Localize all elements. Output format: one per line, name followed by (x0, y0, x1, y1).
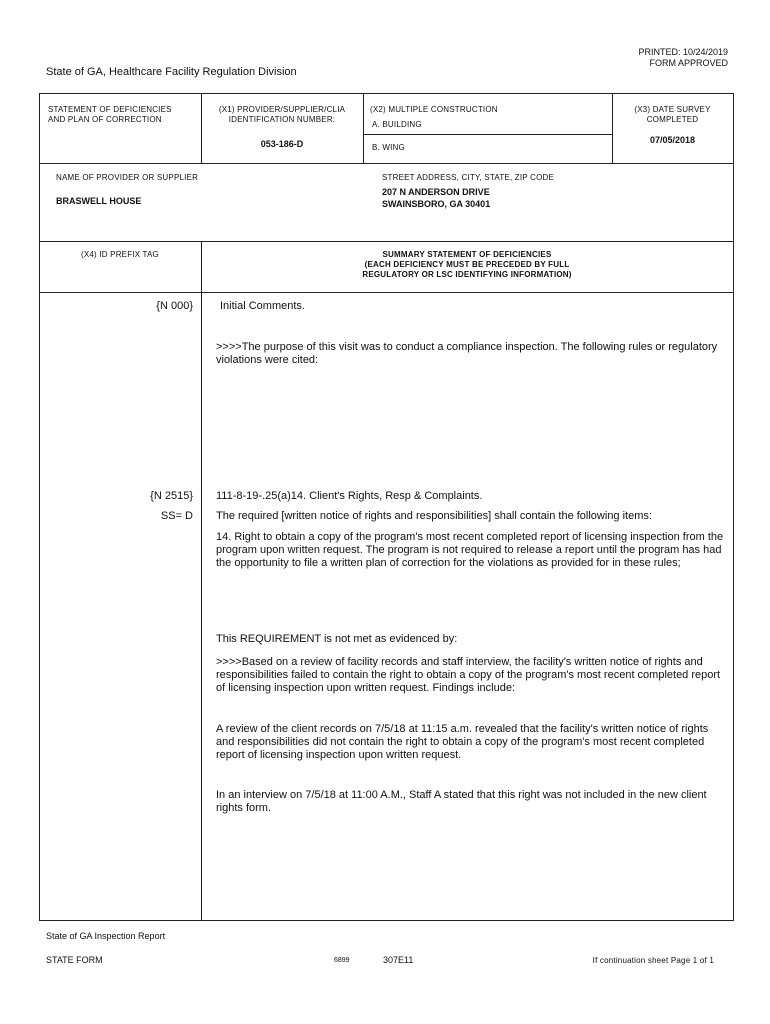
provider-id-value: 053-186-D (260, 139, 304, 149)
initial-comments: Initial Comments. (220, 300, 305, 312)
date-survey-label: (X3) DATE SURVEY COMPLETED (634, 105, 711, 124)
printed-date: PRINTED: 10/24/2019 (638, 47, 728, 57)
prefix-tag-n000: {N 000} (156, 300, 193, 312)
interview-text: In an interview on 7/5/18 at 11:00 A.M., Staff A stated that this right was not included in the new client rights form. (216, 789, 707, 814)
form-code-2: 307E11 (383, 955, 414, 965)
scope-severity: SS= D (160, 510, 193, 522)
date-survey-value: 07/05/2018 (649, 135, 696, 145)
state-form-label: STATE FORM (46, 955, 103, 965)
wing-label: B. WING (372, 143, 405, 152)
not-met-text: This REQUIREMENT is not met as evidenced by: (216, 633, 458, 645)
continuation-label: If continuation sheet Page 1 of 1 (592, 956, 714, 965)
provider-name-label: NAME OF PROVIDER OR SUPPLIER (56, 173, 199, 182)
summary-header: SUMMARY STATEMENT OF DEFICIENCIES (EACH DEFICIENCY MUST BE PRECEDED BY FULL REGULATORY OR LSC IDENTIFYING INFORMATION) (362, 250, 572, 279)
based-on-text: >>>>Based on a review of facility records and staff interview, the facility's written notice of rights and responsibilities failed to contain the right to obtain a copy of the program's most recent completed report of licensing inspection upon written request. Findings include: (216, 656, 721, 694)
address-label: STREET ADDRESS, CITY, STATE, ZIP CODE (382, 173, 555, 182)
item-14-text: 14. Right to obtain a copy of the program's most recent completed report of licensing inspection from the program upon written request. The program is not required to release a report until the program has had the opportunity to file a written plan of correction for the violations as provided for in these rules; (216, 531, 724, 569)
statement-label: STATEMENT OF DEFICIENCIES AND PLAN OF CORRECTION (48, 105, 172, 124)
division-title: State of GA, Healthcare Facility Regulation Division (46, 66, 297, 78)
provider-name-value: BRASWELL HOUSE (56, 196, 142, 206)
inspection-report-label: State of GA Inspection Report (46, 931, 166, 941)
address-line2: SWAINSBORO, GA 30401 (382, 199, 491, 209)
prefix-tag-header: (X4) ID PREFIX TAG (81, 250, 159, 259)
purpose-text: >>>>The purpose of this visit was to conduct a compliance inspection. The following rules or regulatory violations were cited: (216, 341, 718, 366)
multiple-construction-label: (X2) MULTIPLE CONSTRUCTION (370, 105, 498, 114)
rule-title: 111-8-19-.25(a)14. Client's Rights, Resp & Complaints. (216, 490, 483, 502)
prefix-tag-n2515: {N 2515} (150, 490, 193, 502)
building-label: A. BUILDING (372, 120, 422, 129)
form-approved: FORM APPROVED (649, 58, 728, 68)
address-line1: 207 N ANDERSON DRIVE (382, 187, 490, 197)
rule-intro: The required [written notice of rights and responsibilities] shall contain the following items: (216, 510, 652, 522)
review-text: A review of the client records on 7/5/18 at 11:15 a.m. revealed that the facility's written notice of rights and responsibilities did not contain the right to obtain a copy of the program's most recent completed report of licensing inspection upon written request. (216, 723, 709, 761)
form-code-1: 6899 (334, 957, 350, 964)
provider-id-label: (X1) PROVIDER/SUPPLIER/CLIA IDENTIFICATION NUMBER: (218, 105, 346, 124)
